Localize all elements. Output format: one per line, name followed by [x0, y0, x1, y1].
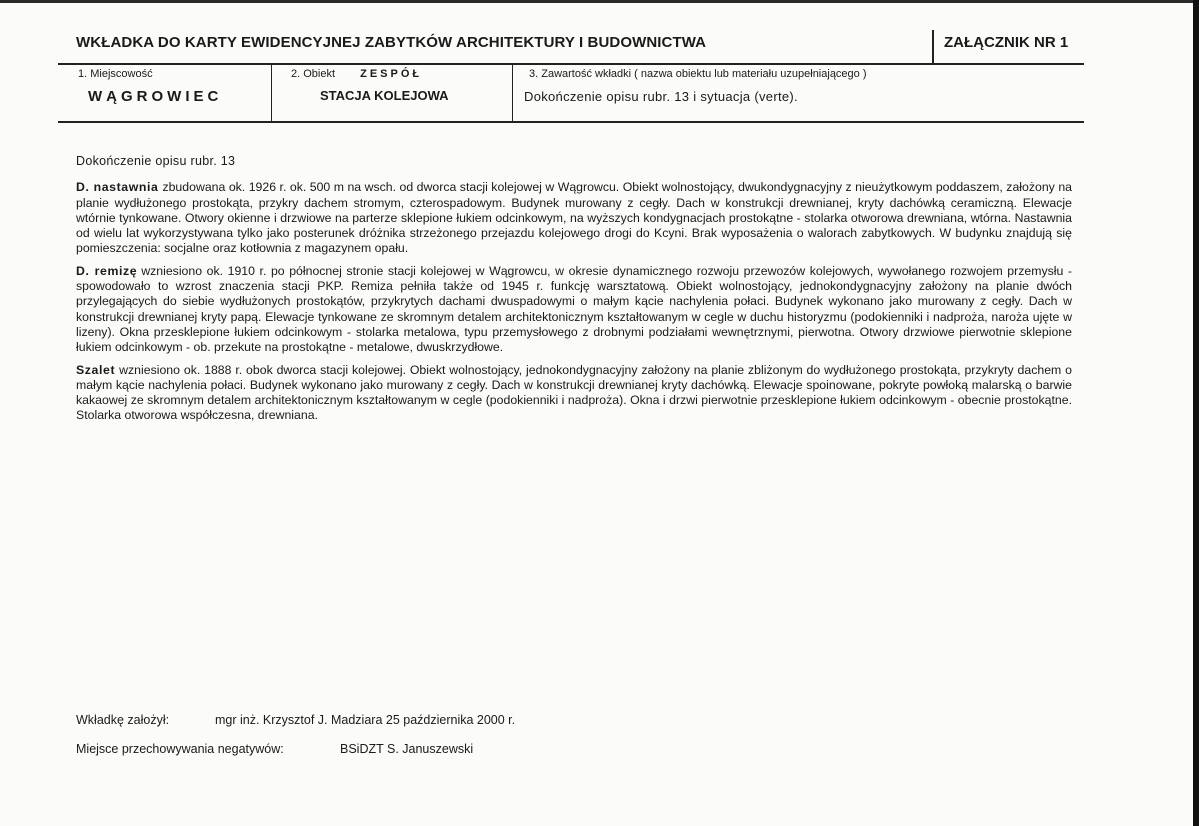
contents-label: 3. Zawartość wkładki ( nazwa obiektu lub materiału uzupełniającego ) — [529, 68, 867, 80]
paragraph-lead: Szalet — [76, 362, 116, 377]
place-value: WĄGROWIEC — [88, 88, 223, 105]
paragraph-text: wzniesiono ok. 1888 r. obok dworca stacji kolejowej. Obiekt wolnostojący, jednokondygnacyjny założony na planie zbliżonym do wydłużonego prostokąta, przykryty dachem o małym kącie nachylenia połaci. Budynek wykonano jako murowany z cegły. Dach w konstrukcji drewnianej kryty dachówką. Elewacje spoinowane, pokryte powłoką malarską o barwie kakaowej ze skromnym detalem architektonicznym kształtowanym w cegle (podokienniki i nadproża). Okna i drzwi pierwotnie przesklepione łukiem odcinkowym - obecnie prostokątne. Stolarka otworowa współczesna, drewniana. — [76, 362, 1072, 423]
paragraph-text: wzniesiono ok. 1910 r. po północnej stronie stacji kolejowej w Wągrowcu, w okresie dynamicznego rozwoju przewozów kolejowych, wywołanego rozwojem przemysłu - spowodowało to wzrost znaczenia stacji PKP. Remiza pełniła także od 1945 r. funkcję warsztatową. Obiekt wolnostojący, jednokondygnacyjny założony na planie dwóch przylegających do siebie wydłużonych prostokątów, przykrytych dachami dwuspadowymi o małym kącie nachylenia połaci. Budynek wykonano jako murowany z cegły. Dach w konstrukcji drewnianej kryty papą. Elewacje tynkowane ze skromnym detalem architektonicznym kształtowanym w cegle w duchu historyzmu (podokienniki i nadproża, naroża ujęte w lizeny). Okna przesklepione łukiem odcinkowym - stolarka metalowa, typu przemysłowego z drobnymi podziałami wewnętrznymi, pierwotna. Otwory drzwiowe pierwotnie sklepione łukiem odcinkowym - ob. przekute na prostokątne - metalowe, dwuskrzydłowe. — [76, 263, 1072, 355]
storage-label: Miejsce przechowywania negatywów: — [76, 742, 284, 756]
paragraph-text: zbudowana ok. 1926 r. ok. 500 m na wsch. od dworca stacji kolejowej w Wągrowcu. Obiekt wolnostojący, dwukondygnacyjny z nieużytkowym poddaszem, założony na planie wydłużonego prostokąta, przykry dachem stromym, czterospadowym. Budynek murowany z cegły. Dach w konstrukcji drewnianej, kryty dachówką ceramiczną. Elewacje wtórnie tynkowane. Otwory okienne i drzwiowe na parterze sklepione łukiem odcinkowym, na wyższych kondygnacjach prostokątne - stolarka otworowa drewniana, wtórna. Nastawnia od wielu lat wykorzystywana tylko jako posterunek dróżnika strzeżonego przejazdu kolejowego drogi do Kcyni. Brak wyposażenia o walorach zabytkowych. W budynku znajdują się pomieszczenia: socjalne oraz kotłownia z magazynem opału. — [76, 180, 1072, 256]
form-fields-row — [58, 63, 1084, 123]
author-value: mgr inż. Krzysztof J. Madziara 25 października 2000 r. — [215, 713, 516, 727]
scan-edge-top — [0, 0, 1199, 3]
header-divider — [932, 30, 934, 63]
field-divider — [512, 63, 513, 121]
storage-line — [76, 742, 473, 756]
author-line — [76, 713, 515, 727]
contents-value: Dokończenie opisu rubr. 13 i sytuacja (verte). — [524, 89, 798, 104]
paragraph-szalet — [76, 363, 1072, 424]
scan-edge-right — [1193, 0, 1199, 826]
place-label: 1. Miejscowość — [78, 68, 153, 80]
object-label: 2. Obiekt — [291, 68, 336, 80]
author-label: Wkładkę założył: — [76, 713, 170, 727]
paragraph-remiza — [76, 264, 1072, 356]
form-title: WKŁADKA DO KARTY EWIDENCYJNEJ ZABYTKÓW ARCHITEKTURY I BUDOWNICTWA — [76, 34, 707, 51]
object-type: ZESPÓŁ — [360, 68, 423, 80]
storage-value: BSiDZT S. Januszewski — [340, 742, 474, 756]
object-label-group — [291, 68, 422, 80]
annex-number: ZAŁĄCZNIK NR 1 — [944, 34, 1069, 51]
description-body — [76, 154, 1072, 431]
field-divider — [271, 63, 272, 121]
form-header — [58, 28, 1084, 65]
paragraph-nastawnia — [76, 180, 1072, 256]
paragraph-lead: D. remizę — [76, 263, 138, 278]
description-intro: Dokończenie opisu rubr. 13 — [76, 154, 236, 168]
paragraph-lead: D. nastawnia — [76, 180, 159, 195]
object-value: STACJA KOLEJOWA — [320, 88, 449, 103]
